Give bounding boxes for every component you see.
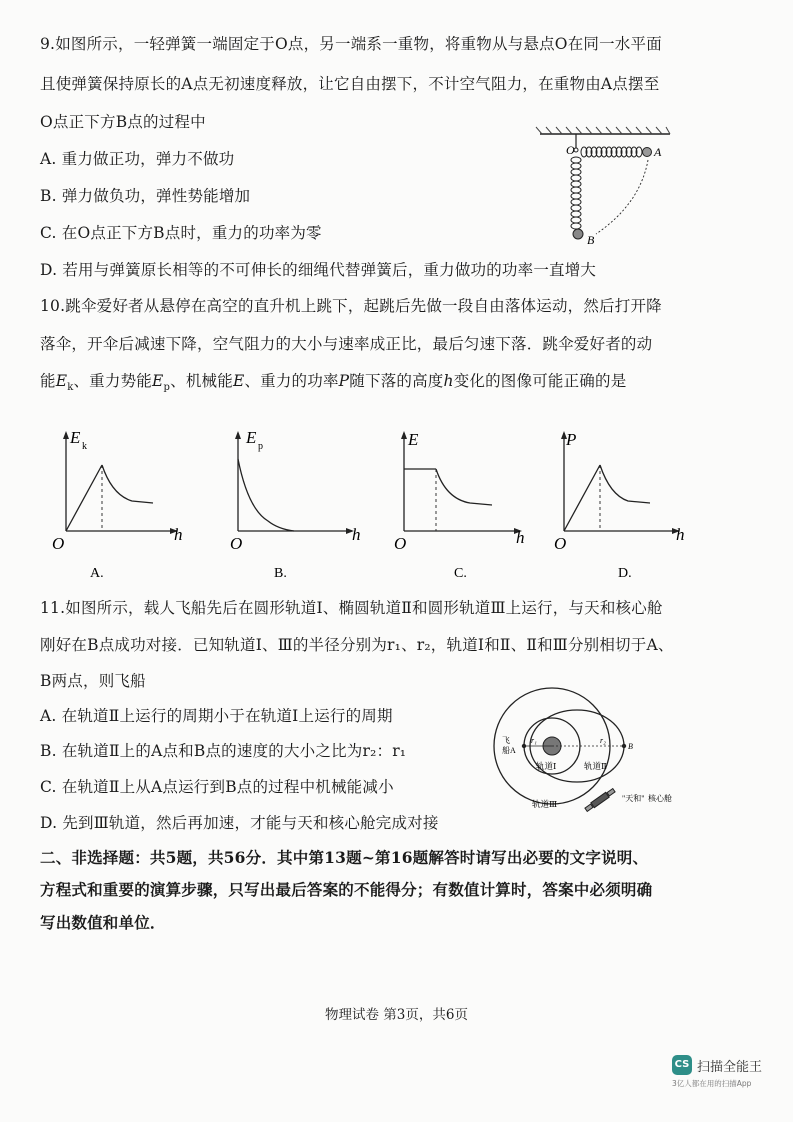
- graph-d-xlabel: h: [676, 525, 685, 544]
- q11-orbit2-label: 轨道Ⅱ: [584, 761, 607, 771]
- graph-b-ysub: p: [258, 441, 263, 452]
- q11-r1-label: r₁: [531, 736, 537, 745]
- graph-d-origin: O: [554, 534, 567, 553]
- q11-text-line2: 刚好在B点成功对接．已知轨道Ⅰ、Ⅲ的半径分别为r₁、r₂，轨道Ⅰ和Ⅱ、Ⅱ和Ⅲ分别相切于A、: [40, 636, 674, 654]
- q11-orbit1-label: 轨道Ⅰ: [536, 761, 557, 771]
- watermark-app-name: 扫描全能王: [697, 1060, 763, 1075]
- q9-option-a: A. 重力做正功，弹力不做功: [40, 150, 235, 168]
- graph-a-xlabel: h: [174, 525, 183, 544]
- q9-option-d: D. 若用与弹簧原长相等的不可伸长的细绳代替弹簧后，重力做功的功率一直增大: [40, 261, 597, 279]
- q9-option-c: C. 在O点正下方B点时，重力的功率为零: [40, 224, 322, 242]
- q11-text-line3: B两点，则飞船: [40, 672, 146, 690]
- q11-option-a: A. 在轨道Ⅱ上运行的周期小于在轨道Ⅰ上运行的周期: [40, 707, 393, 725]
- q10-text-line1: 10.跳伞爱好者从悬停在高空的直升机上跳下，起跳后先做一段自由落体运动，然后打开降: [40, 297, 662, 315]
- q11-option-b: B. 在轨道Ⅱ上的A点和B点的速度的大小之比为r₂：r₁: [40, 742, 407, 760]
- graph-c-xlabel: h: [516, 528, 525, 547]
- graph-a-ysub: k: [82, 441, 87, 452]
- q9-spring-figure: [530, 122, 680, 250]
- q10-graph-c: [380, 425, 540, 585]
- q11-ship-label-1: 飞: [502, 736, 510, 745]
- q9-text-line2: 且使弹簧保持原长的A点无初速度释放，让它自由摆下，不计空气阻力，在重物由A点摆至: [40, 75, 660, 93]
- q11-text-line1: 11.如图所示，载人飞船先后在圆形轨道Ⅰ、椭圆轨道Ⅱ和圆形轨道Ⅲ上运行，与天和核心舱: [40, 599, 663, 617]
- q9-label-o: O: [566, 143, 575, 157]
- graph-c-origin: O: [394, 534, 407, 553]
- graph-b-origin: O: [230, 534, 243, 553]
- graph-b-option: B.: [274, 566, 287, 581]
- section2-line1: 二、非选择题：共5题，共56分．其中第13题~第16题解答时请写出必要的文字说明、: [40, 848, 649, 867]
- graph-b-xlabel: h: [352, 525, 361, 544]
- q9-label-b: B: [587, 233, 595, 247]
- graph-d-ylabel: P: [566, 430, 577, 449]
- graph-c-ylabel: E: [408, 430, 419, 449]
- graph-d-option: D.: [618, 566, 632, 581]
- graph-b-ylabel: E: [246, 428, 257, 447]
- page-footer: 物理试卷 第3页，共6页: [325, 1007, 468, 1023]
- q9-label-a: A: [654, 145, 662, 159]
- q9-text-line3: O点正下方B点的过程中: [40, 113, 206, 131]
- q9-option-b: B. 弹力做负功，弹性势能增加: [40, 187, 251, 205]
- q11-station-quote: "天和": [622, 794, 645, 803]
- q11-b-label: B: [628, 742, 633, 751]
- q10-text-line3: 能$E_k$、重力势能$E_p$、机械能E、重力的功率P随下落的高度h变化的图像可能正确的是: [40, 372, 627, 394]
- q11-orbit-figure: [488, 683, 688, 831]
- graph-a-origin: O: [52, 534, 65, 553]
- section2-line3: 写出数值和单位．: [40, 913, 166, 932]
- camscanner-logo-icon: CS: [672, 1055, 692, 1075]
- q10-text-line2: 落伞，开伞后减速下降，空气阻力的大小与速率成正比，最后匀速下落．跳伞爱好者的动: [40, 335, 653, 353]
- q10-graph-a: [40, 425, 200, 585]
- watermark-tagline: 3亿人都在用的扫描App: [672, 1079, 752, 1088]
- graph-a-ylabel: E: [70, 428, 81, 447]
- q11-r2-label: r₂: [600, 736, 606, 745]
- q11-orbit3-label: 轨道Ⅲ: [532, 799, 558, 809]
- graph-c-option: C.: [454, 566, 467, 581]
- graph-a-option: A.: [90, 566, 104, 581]
- q9-text-line1: 9.如图所示，一轻弹簧一端固定于O点，另一端系一重物，将重物从与悬点O在同一水平面: [40, 35, 662, 53]
- q10-graph-d: [540, 425, 700, 585]
- q10-graph-b: [214, 425, 374, 585]
- q11-option-d: D. 先到Ⅲ轨道，然后再加速，才能与天和核心舱完成对接: [40, 814, 439, 832]
- section2-line2: 方程式和重要的演算步骤，只写出最后答案的不能得分；有数值计算时，答案中必须明确: [40, 880, 653, 899]
- q11-ship-label-2: 船A: [502, 746, 516, 755]
- q11-option-c: C. 在轨道Ⅱ上从A点运行到B点的过程中机械能减小: [40, 778, 394, 796]
- q11-station-name: 核心舱: [648, 794, 672, 803]
